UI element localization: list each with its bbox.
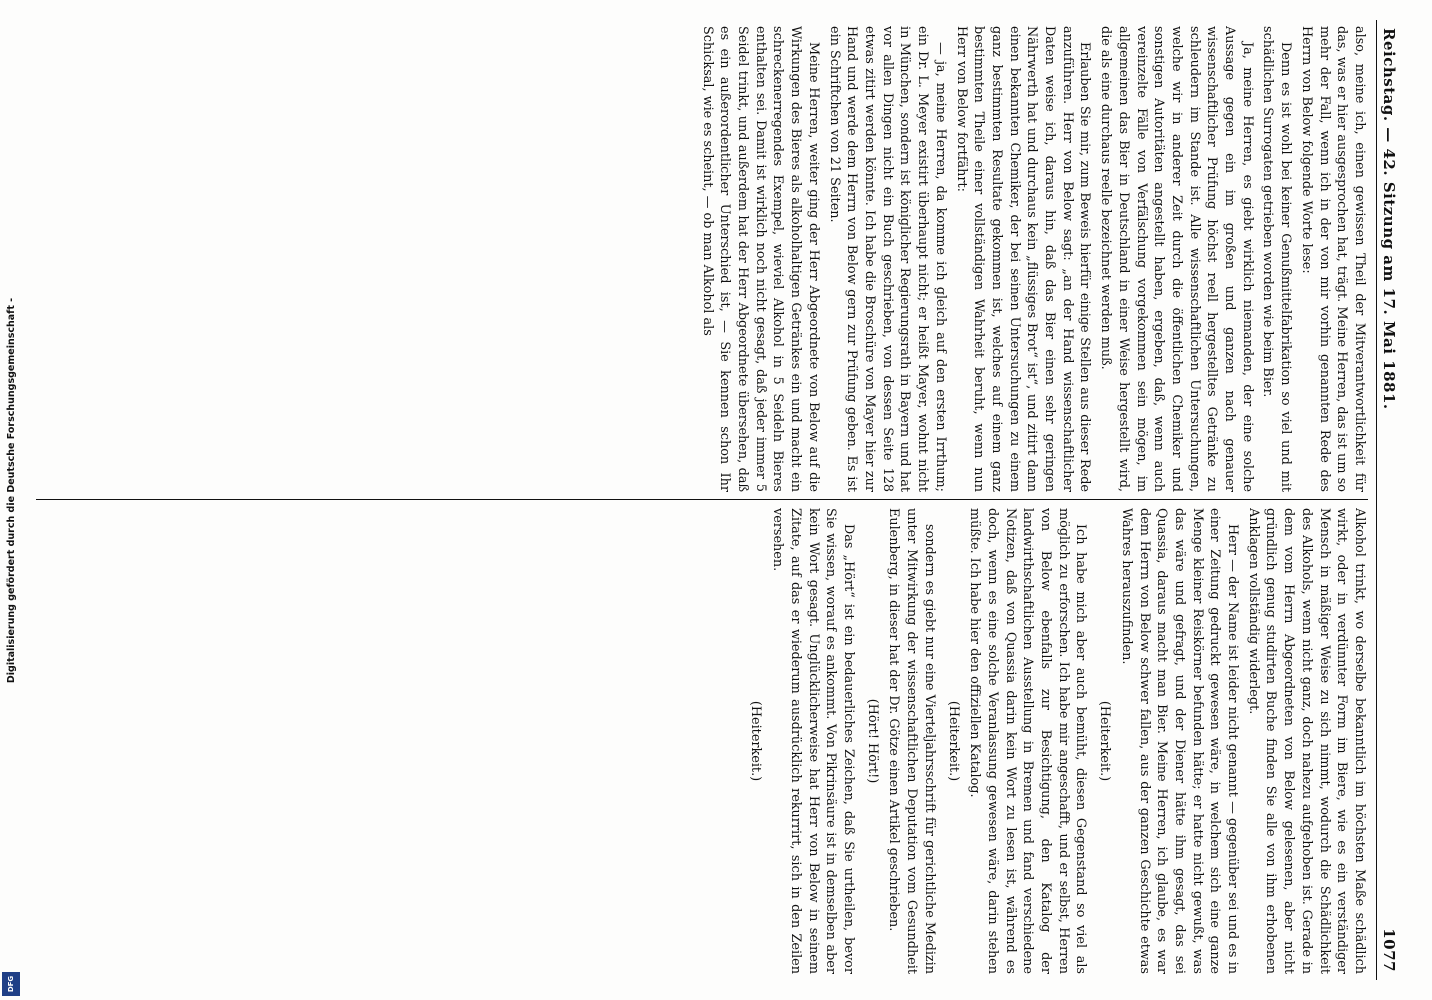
funding-text: Digitalisierung gefördert durch die Deutsche Forschungsgemeinschaft - [6, 297, 18, 683]
left-column [36, 26, 1368, 492]
page-number: 1077 [1380, 928, 1399, 972]
paragraph: Denn es ist wohl bei keiner Genußmittelfabrikation so viel und mit schädlichen Surrogaten getrieben worden wie beim Bier. [1260, 26, 1294, 492]
paragraph: Erlauben Sie mir, zum Beweis hierfür einige Stellen aus dieser Rede anzuführen. Herr von Below sagt: „an der Hand wissenschaftlicher Daten weise ich, daraus hin, daß das Bier einen sehr geringen Nährwerth hat und durchaus kein „flüssiges Brot“ ist“, und zitirt dann einen bekannten Chemiker, der bei seinen Untersuchungen zu einem ganz bestimmten Resultate gekommen ist, welches auf einem ganz bestimmten Theile einer vollständigen Wahrheit beruht, wenn nun Herr von Below fortfährt: [953, 26, 1093, 492]
header-title: Reichstag. — 42. Sitzung am 17. Mai 1881. [1380, 28, 1399, 410]
right-column [36, 508, 1368, 974]
stage-direction: (Heiterkeit.) [748, 700, 764, 782]
rotated-page [30, 20, 1402, 980]
paragraph: also, meine ich, einen gewissen Theil der Mitverantwortlichkeit für das, was er hier ausgesprochen hat, trägt. Meine Herren, das ist um so mehr der Fall, wenn ich in der von mir vorhin genannten Rede des Herrn von Below folgende Worte lese: [1298, 26, 1367, 492]
page-header [1376, 20, 1402, 980]
paragraph: Meine Herren, weiter ging der Herr Abgeordnete von Below auf die Wirkungen des Bieres als alkoholhaltigen Getränkes ein und macht ein schreckenerregendes Exempel, wieviel Alkohol in 5 Seideln Bieres enthalten sei. Damit ist wirklich noch nicht gesagt, daß jeder immer 5 Seidel trinkt, und außerdem hat der Herr Abgeordnete übersehen, daß es ein außerordentlicher Unterschied ist, — Sie kennen schon Ihr Schicksal, wie es scheint, — ob man Alkohol als [699, 26, 821, 492]
paragraph: Ich habe mich aber auch bemüht, diesen Gegenstand so viel als möglich zu erforschen. Ich habe mir angeschafft, und er selbst, Herren von Below ebenfalls zur Besichtigung, den Katalog der landwirthschaftlichen Ausstellung in Bremen und fand verschiedene Notizen, daß von Quassia darin kein Wort zu lesen ist, während es doch, wenn es eine solche Veranlassung gewesen wäre, darin stehen müßte. Ich habe hier den offiziellen Katalog. [967, 508, 1089, 974]
stage-direction: (Heiterkeit.) [1097, 700, 1113, 782]
funding-note [6, 10, 18, 970]
paragraph: Das „Hört“ ist ein bedauerliches Zeichen, daß Sie urtheilen, bevor Sie wissen, worauf es ankommt. Von Pikrinsäure ist in demselben aber kein Wort gesagt. Unglücklicherweise hat Herr von Below in seinem Zitate, auf das er wiederum ausdrücklich rekurrirt, sich in den Zeilen versehen. [770, 508, 857, 974]
stage-direction: (Hört! Hört!) [864, 698, 880, 784]
paragraph: sondern es giebt nur eine Vierteljahrsschrift für gerichtliche Medizin unter Mitwirkung der wissenschaftlichen Deputation vom Gesundheit Eulenberg, in dieser hat der Dr. Götze einen Artikel geschrieben. [886, 508, 937, 974]
stage-direction: (Heiterkeit.) [945, 700, 961, 782]
paragraph: Alkohol trinkt, wo derselbe bekanntlich im höchsten Maße schädlich wirkt, oder in verdünnter Form im Biere, wie es ein verständiger Mensch in mäßiger Weise zu sich nimmt, wodurch die Schädlichkeit des Alkohols, wenn nicht ganz, doch nahezu aufgehoben ist. Gerade in dem vom Herrn Abgeordneten von Below gelesenen, aber nicht gründlich genug studirten Buche finden Sie alle von ihm erhobenen Anklagen vollständig widerlegt. [1245, 508, 1367, 974]
dfg-logo-text: DFG [7, 975, 15, 993]
column-divider [36, 499, 1368, 500]
dfg-logo [2, 972, 20, 996]
paragraph: Ja, meine Herren, es giebt wirklich niemanden, der eine solche Aussage gegen ein im großen und ganzen nach genauer wissenschaftlicher Prüfung höchst reell hergestelltes Getränke zu schleudern im Stande ist. Alle wissenschaftlichen Untersuchungen, welche wir in anderer Zeit durch die öffentlichen Chemiker und sonstigen Autoritäten angestellt haben, ergeben, daß, wenn auch vereinzelte Fälle von Verfälschung vorgekommen sein mögen, im allgemeinen das Bier in Deutschland in einer Weise hergestellt wird, die als eine durchaus reelle bezeichnet werden muß. [1098, 26, 1255, 492]
paragraph: Herr — der Name ist leider nicht genannt — gegenüber sei und es in einer Zeitung gedruckt gewesen wäre, in welchem sich eine ganze Menge kleiner Reiskörner befunden hätte; er hatte nicht gewußt, was das wäre und gefragt, und der Diener hätte ihm gesagt, das sei Quassia, daraus macht man Bier. Meine Herren, ich glaube, es war dem Herrn von Below schwer fallen, aus der ganzen Geschichte etwas Wahres herauszufinden. [1118, 508, 1241, 974]
paragraph: — ja, meine Herren, da komme ich gleich auf den ersten Irrthum; ein Dr. L. Meyer existirt überhaupt nicht; er heißt Mayer, wohnt nicht in München, sondern ist königlicher Regierungsrath in Bayern und hat vor allen Dingen nicht ein Buch geschrieben, von dessen Seite 128 etwas zitirt werden könnte. Ich habe die Broschüre von Mayer hier zur Hand und werde dem Herrn von Below gern zur Prüfung geben. Es ist ein Schriftchen von 21 Seiten. [826, 26, 948, 492]
